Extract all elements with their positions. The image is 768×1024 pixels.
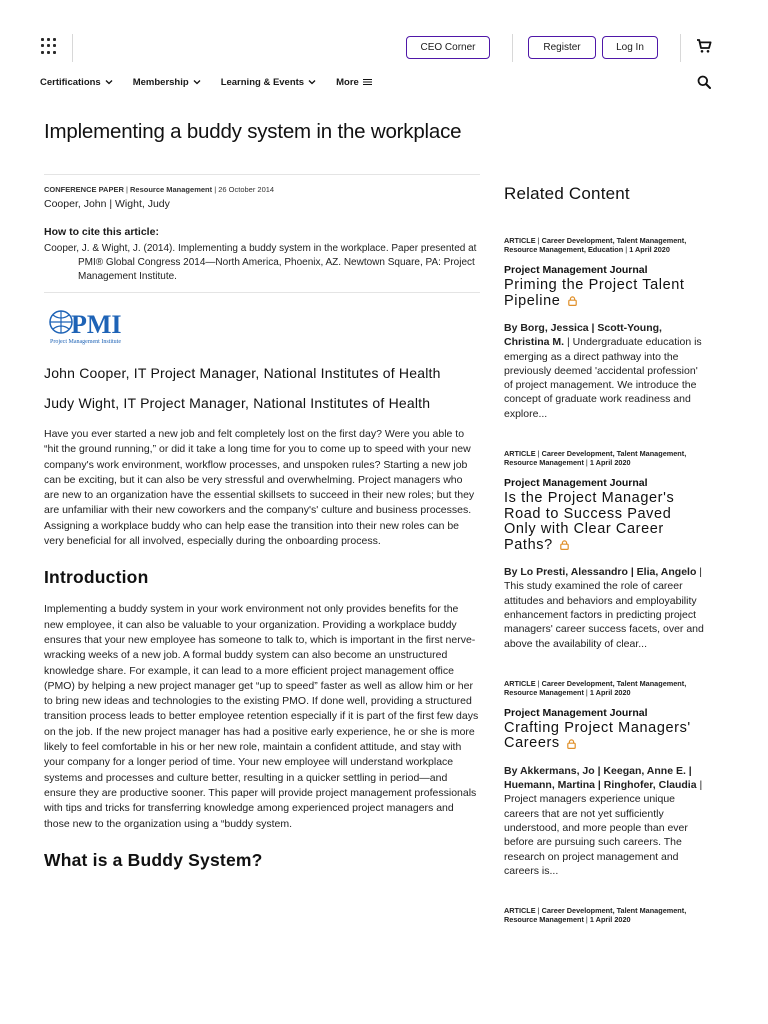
author-affiliation-2: Judy Wight, IT Project Manager, National Institutes of Health bbox=[44, 395, 431, 411]
cart-icon[interactable] bbox=[696, 38, 712, 54]
register-button[interactable]: Register bbox=[528, 36, 596, 59]
section-heading-introduction: Introduction bbox=[44, 567, 149, 588]
nav-more[interactable] bbox=[336, 77, 372, 88]
article-authors: Cooper, John | Wight, Judy bbox=[44, 198, 170, 210]
meta-separator: | bbox=[212, 185, 219, 194]
nav-learning-events[interactable] bbox=[221, 77, 316, 88]
related-content bbox=[504, 184, 704, 924]
login-button[interactable]: Log In bbox=[602, 36, 658, 59]
divider bbox=[680, 34, 681, 62]
lock-icon bbox=[568, 296, 577, 306]
chevron-down-icon bbox=[193, 79, 201, 85]
cite-heading: How to cite this article: bbox=[44, 226, 159, 238]
divider bbox=[512, 34, 513, 62]
section-heading-buddy-system: What is a Buddy System? bbox=[44, 849, 263, 870]
related-item-headline[interactable]: Is the Project Manager's Road to Success Paved Only with Clear Career Paths? bbox=[504, 490, 675, 553]
related-item-headline[interactable]: Crafting Project Managers' Careers bbox=[504, 719, 691, 752]
meta-topic-link[interactable]: Resource Management bbox=[130, 185, 213, 194]
top-bar bbox=[0, 0, 768, 70]
lock-icon bbox=[567, 739, 576, 749]
related-item-tags: ARTICLE | Career Development, Talent Management, Resource Management | 1 April 2020 bbox=[504, 678, 687, 697]
related-item-journal: Project Management Journal bbox=[504, 264, 648, 276]
related-item-headline[interactable]: Priming the Project Talent Pipeline bbox=[504, 277, 685, 309]
menu-icon bbox=[363, 78, 372, 86]
nav-certifications[interactable] bbox=[40, 77, 113, 88]
page-title: Implementing a buddy system in the workplace bbox=[44, 120, 462, 143]
ceo-corner-button[interactable]: CEO Corner bbox=[406, 36, 490, 59]
related-item[interactable] bbox=[504, 449, 704, 651]
search-icon[interactable] bbox=[697, 75, 711, 89]
nav-label: Learning & Events bbox=[220, 76, 305, 88]
intro-paragraph: Have you ever started a new job and felt completely lost on the first day? Were you able to “hit the ground running,” or did it take a long time for you to come up to speed with your new company's work environment, workflow processes, and unspoken rules? Starting a new job can be exciting, but it can also be very stressful and overwhelming. Project managers who are new to an organization have the essential skillsets to succeed in their new roles; but they are unfamiliar with their new coworkers and the company's' culture and business processes. Assigning a workplace buddy who can help ease the transition into their new roles can be very beneficial for all involved, especially during the onboarding process. bbox=[44, 428, 475, 548]
meta-separator: | bbox=[123, 185, 130, 194]
article bbox=[44, 120, 480, 871]
pmi-logo-text: PMI bbox=[71, 310, 122, 339]
chevron-down-icon bbox=[308, 79, 316, 85]
related-item-summary: By Lo Presti, Alessandro | Elia, Angelo | This study examined the role of career attitudes and behaviors and employability enhancement factors in predicting project managers' career success facets, over and above the availability of clear... bbox=[504, 566, 704, 650]
citation: Cooper, J. & Wight, J. (2014). Implementing a buddy system in the workplace. Paper presented at PMI® Global Congress 2014—North America, Phoenix, AZ. Newtown Square, PA: Project Management Institute. bbox=[44, 243, 477, 282]
related-item-journal: Project Management Journal bbox=[504, 477, 648, 490]
related-item[interactable] bbox=[504, 906, 704, 924]
related-content-title: Related Content bbox=[504, 184, 630, 203]
related-item-tags: ARTICLE | Career Development, Talent Management, Resource Management, Education | 1 April 2020 bbox=[504, 236, 687, 254]
author-affiliation-1: John Cooper, IT Project Manager, National Institutes of Health bbox=[44, 365, 441, 381]
meta-date: 26 October 2014 bbox=[218, 185, 275, 194]
introduction-body: Implementing a buddy system in your work environment not only provides benefits for the new employee, it can also be valuable to your organization. Providing a workplace buddy ensures that your new employee has someone to talk to, which is important in the first nerve-wracking weeks of a new job. A formal buddy system can also become an unstructured knowledge share. For example, it can lead to a more efficient project management office (PMO) by helping a new project manager get “up to speed” faster as well as allow him or her to bring new ideas and technologies to the existing PMO. If done well, providing a structured transition process leads to better employee retention especially if it is part of the first few days on the job. If the new project manager has had a positive early experience, he or she is more likely to feel comfortable in his or her new role, maintain a confident attitude, and stay with your company for a longer period of time. Your new employee will understand workplace systems and processes and culture better, resulting in a quicker settling in period—and ensure they are productive sooner. This paper will provide project management professionals with tips and tricks for transferring knowledge among experienced project managers and those new to the organization using a “buddy system. bbox=[44, 603, 479, 830]
pmi-logo-caption: Project Management Institute bbox=[50, 339, 121, 345]
article-meta bbox=[44, 185, 480, 194]
main-nav bbox=[40, 74, 392, 90]
related-item-tags: ARTICLE | Career Development, Talent Management, Resource Management | 1 April 2020 bbox=[504, 449, 687, 468]
chevron-down-icon bbox=[105, 79, 113, 85]
related-item-tags: ARTICLE | Career Development, Talent Management, Resource Management | 1 April 2020 bbox=[504, 906, 687, 925]
related-item[interactable] bbox=[504, 679, 704, 878]
meta-type: CONFERENCE PAPER bbox=[44, 185, 124, 194]
nav-membership[interactable] bbox=[133, 77, 201, 88]
nav-label: Membership bbox=[132, 76, 189, 88]
divider bbox=[72, 34, 73, 62]
lock-icon bbox=[560, 540, 569, 550]
divider bbox=[44, 174, 480, 175]
related-item[interactable] bbox=[504, 236, 704, 421]
apps-grid-icon[interactable] bbox=[41, 38, 57, 54]
related-item-journal: Project Management Journal bbox=[504, 706, 648, 719]
pmi-logo-graphic bbox=[44, 305, 154, 345]
divider bbox=[44, 292, 480, 293]
related-item-summary: By Borg, Jessica | Scott-Young, Christina M. | Undergraduate education is emerging as a direct pathway into the previously deemed 'accidental profession' of project management. We introduce the concept of graduate work readiness and explore... bbox=[504, 322, 702, 420]
nav-label: More bbox=[336, 76, 359, 88]
nav-label: Certifications bbox=[40, 76, 101, 88]
related-item-summary: By Akkermans, Jo | Keegan, Anne E. | Huemann, Martina | Ringhofer, Claudia | Project managers experience unique careers that are not yet sufficiently understood, and more people than ever before are pursuing such careers. The research on project management and careers is... bbox=[504, 764, 703, 877]
pmi-logo bbox=[44, 305, 480, 349]
